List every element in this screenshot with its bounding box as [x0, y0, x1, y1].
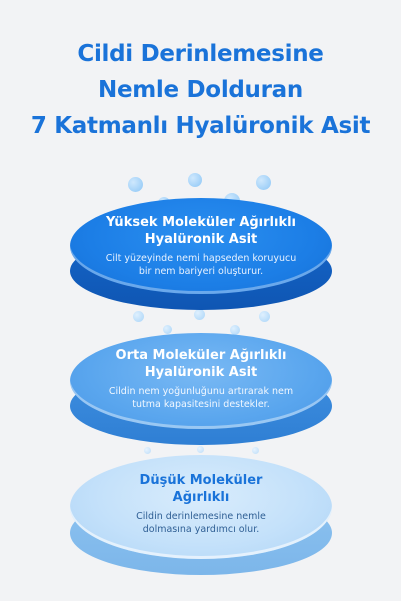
layer-title-line-1: Orta Moleküler Ağırlıklı: [115, 348, 287, 363]
layer-title-line-2: Hyalüronik Asit: [144, 365, 258, 380]
layer-description-line-1: Cilt yüzeyinde nemi hapseden koruyucu: [105, 253, 297, 264]
headline: [0, 36, 401, 144]
layer-title-line-2: Ağırlıklı: [172, 490, 230, 505]
layer-title-line-2: Hyalüronik Asit: [144, 232, 258, 247]
bubble-icon: [259, 311, 270, 322]
layer-low-molecular: [70, 455, 332, 575]
layer-content: [70, 472, 332, 536]
layer-description-line-2: dolmasına yardımcı olur.: [142, 524, 260, 535]
layer-title-line-1: Düşük Moleküler: [139, 473, 263, 488]
layer-content: [70, 347, 332, 411]
headline-line-1: Cildi Derinlemesine: [77, 41, 324, 67]
layer-medium-molecular: [70, 333, 332, 445]
layer-high-molecular: [70, 198, 332, 310]
bubble-icon: [194, 309, 205, 320]
layer-description-line-1: Cildin derinlemesine nemle: [136, 511, 266, 522]
layer-description-line-2: tutma kapasitesini destekler.: [132, 399, 270, 410]
bubble-icon: [197, 446, 204, 453]
bubble-icon: [128, 177, 143, 192]
layer-title-line-1: Yüksek Moleküler Ağırlıklı: [105, 215, 297, 230]
bubble-icon: [252, 447, 259, 454]
headline-line-3: 7 Katmanlı Hyalüronik Asit: [30, 113, 371, 139]
bubble-icon: [144, 447, 151, 454]
headline-line-2: Nemle Dolduran: [98, 77, 303, 103]
bubble-icon: [133, 311, 144, 322]
layer-content: [70, 214, 332, 278]
layer-description-line-2: bir nem bariyeri oluşturur.: [138, 266, 264, 277]
bubble-icon: [188, 173, 202, 187]
layer-description-line-1: Cildin nem yoğunluğunu artırarak nem: [108, 386, 294, 397]
bubble-icon: [163, 325, 172, 334]
bubble-icon: [256, 175, 271, 190]
